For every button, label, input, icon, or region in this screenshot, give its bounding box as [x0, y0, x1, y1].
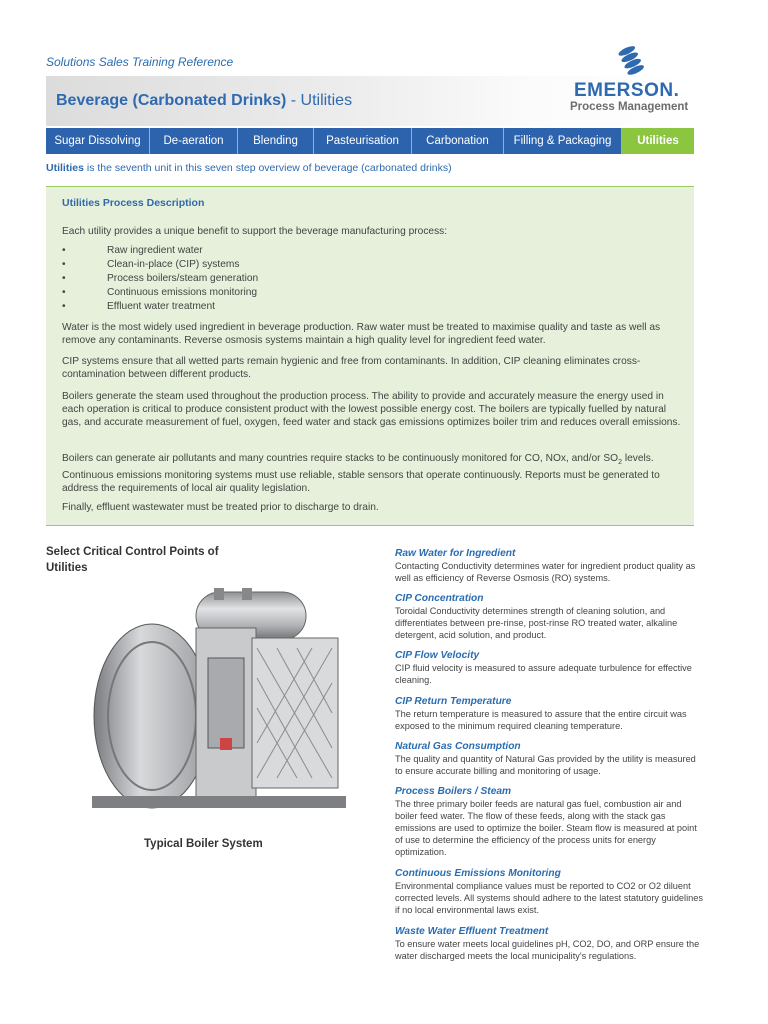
bullet-icon: • — [62, 287, 66, 298]
bullet-icon: • — [62, 259, 66, 270]
control-point-text: Toroidal Conductivity determines strength of cleaning solution, and differentiates between pre-rinse, post-rinse RO treated water, alkaline detergent, acid solution, and product. — [395, 606, 678, 640]
paragraph-water: Water is the most widely used ingredient in beverage production. Raw water must be treated to maximise quality and taste as well as remove any contaminants. Reverse osmosis systems maintain a high quality level for ingredient feed water. — [62, 322, 661, 346]
control-point — [395, 695, 705, 732]
intro-line — [46, 162, 452, 174]
intro-bold: Utilities — [46, 162, 84, 174]
bullet-icon: • — [62, 273, 66, 284]
page-title — [56, 92, 352, 110]
utility-bullet-list — [62, 244, 258, 314]
list-item: • Clean-in-place (CIP) systems — [62, 259, 240, 270]
control-point — [395, 547, 705, 584]
control-point-title: Raw Water for Ingredient — [395, 548, 516, 559]
tab-de-aeration[interactable]: De-aeration — [150, 128, 238, 154]
paragraph-effluent: Finally, effluent wastewater must be treated prior to discharge to drain. — [62, 502, 379, 513]
control-point-text: Environmental compliance values must be reported to CO2 or O2 diluent corrected levels. All systems should adhere to the latest statutory guidelines if no local environmental laws exist. — [395, 881, 703, 915]
control-point-text: The return temperature is measured to assure that the entire circuit was exposed to the minimum required cleaning temperature. — [395, 709, 687, 731]
control-point-text: The quality and quantity of Natural Gas provided by the utility is measured to ensure accurate billing and monitoring of usage. — [395, 754, 696, 776]
control-point — [395, 592, 705, 641]
control-point-text: The three primary boiler feeds are natural gas fuel, combustion air and boiler feed water. The flow of these feeds, along with the stack gas emissions are used to optimize the boiler. Steam flow is measured at point of use to determine the efficiency of the process units for energy optimization. — [395, 799, 697, 857]
control-points-heading: Select Critical Control Points of Utilities — [46, 546, 219, 574]
control-point-title: CIP Concentration — [395, 593, 484, 604]
control-point-title: Continuous Emissions Monitoring — [395, 868, 561, 879]
title-sub: - Utilities — [286, 92, 353, 109]
tab-blending[interactable]: Blending — [238, 128, 314, 154]
control-point-title: CIP Return Temperature — [395, 696, 512, 707]
list-item: • Continuous emissions monitoring — [62, 287, 258, 298]
tab-carbonation[interactable]: Carbonation — [412, 128, 504, 154]
title-main: Beverage (Carbonated Drinks) — [56, 92, 287, 109]
paragraph-cip: CIP systems ensure that all wetted parts remain hygienic and free from contaminants. In addition, CIP cleaning eliminates cross-contamination between different products. — [62, 356, 641, 380]
list-item: • Process boilers/steam generation — [62, 273, 259, 284]
image-caption: Typical Boiler System — [144, 838, 263, 850]
control-point-text: Contacting Conductivity determines water for ingredient product quality as well as efficiency of Reverse Osmosis (RO) systems. — [395, 561, 696, 583]
doc-reference-label: Solutions Sales Training Reference — [46, 55, 234, 69]
intro-text: is the seventh unit in this seven step overview of beverage (carbonated drinks) — [83, 162, 452, 174]
paragraph-boilers: Boilers generate the steam used throughout the production process. The ability to provide and accurately measure the energy used in each operation is critical to produce consistent product with the lowest possible energy cost. The boilers are typically fuelled by natural gas, and accurate measurement of fuel, oxygen, feed water and stack gas emissions optimizes boiler trim and reduces overall emissions. — [62, 391, 681, 428]
control-point — [395, 925, 705, 962]
process-step-tabs — [46, 128, 694, 154]
control-point — [395, 740, 705, 777]
tab-utilities[interactable]: Utilities — [622, 128, 694, 154]
paragraph-emissions: Boilers can generate air pollutants and many countries require stacks to be continuously monitored for CO, NOx, and/or $SO_2$ levels. Continuous emissions monitoring systems must use reliable, stable sensors that operate continuously. Reports must be generated to address the requirements of local air quality legislation. — [62, 453, 660, 495]
process-description-title: Utilities Process Description — [62, 197, 205, 209]
list-item: • Raw ingredient water — [62, 245, 203, 256]
control-point — [395, 785, 705, 858]
bullet-icon: • — [62, 301, 66, 312]
control-point — [395, 649, 705, 686]
list-item: • Effluent water treatment — [62, 301, 215, 312]
tab-filling-packaging[interactable]: Filling & Packaging — [504, 128, 622, 154]
control-point-title: Natural Gas Consumption — [395, 741, 521, 752]
process-lead: Each utility provides a unique benefit to support the beverage manufacturing process: — [62, 226, 448, 237]
control-point-text: CIP fluid velocity is measured to assure adequate turbulence for effective cleaning. — [395, 663, 692, 685]
control-point-title: Process Boilers / Steam — [395, 786, 512, 797]
logo-wordmark: EMERSON. — [574, 80, 680, 101]
control-point-title: CIP Flow Velocity — [395, 650, 480, 661]
logo-subtitle: Process Management — [570, 101, 689, 113]
tab-pasteurisation[interactable]: Pasteurisation — [314, 128, 412, 154]
boiler-system-image — [92, 588, 346, 814]
control-point — [395, 867, 705, 916]
bullet-icon: • — [62, 245, 66, 256]
tab-sugar-dissolving[interactable]: Sugar Dissolving — [46, 128, 150, 154]
control-point-text: To ensure water meets local guidelines pH, CO2, DO, and ORP ensure the water discharged meets the local municipality's regulations. — [395, 939, 700, 961]
control-point-title: Waste Water Effluent Treatment — [395, 926, 549, 937]
